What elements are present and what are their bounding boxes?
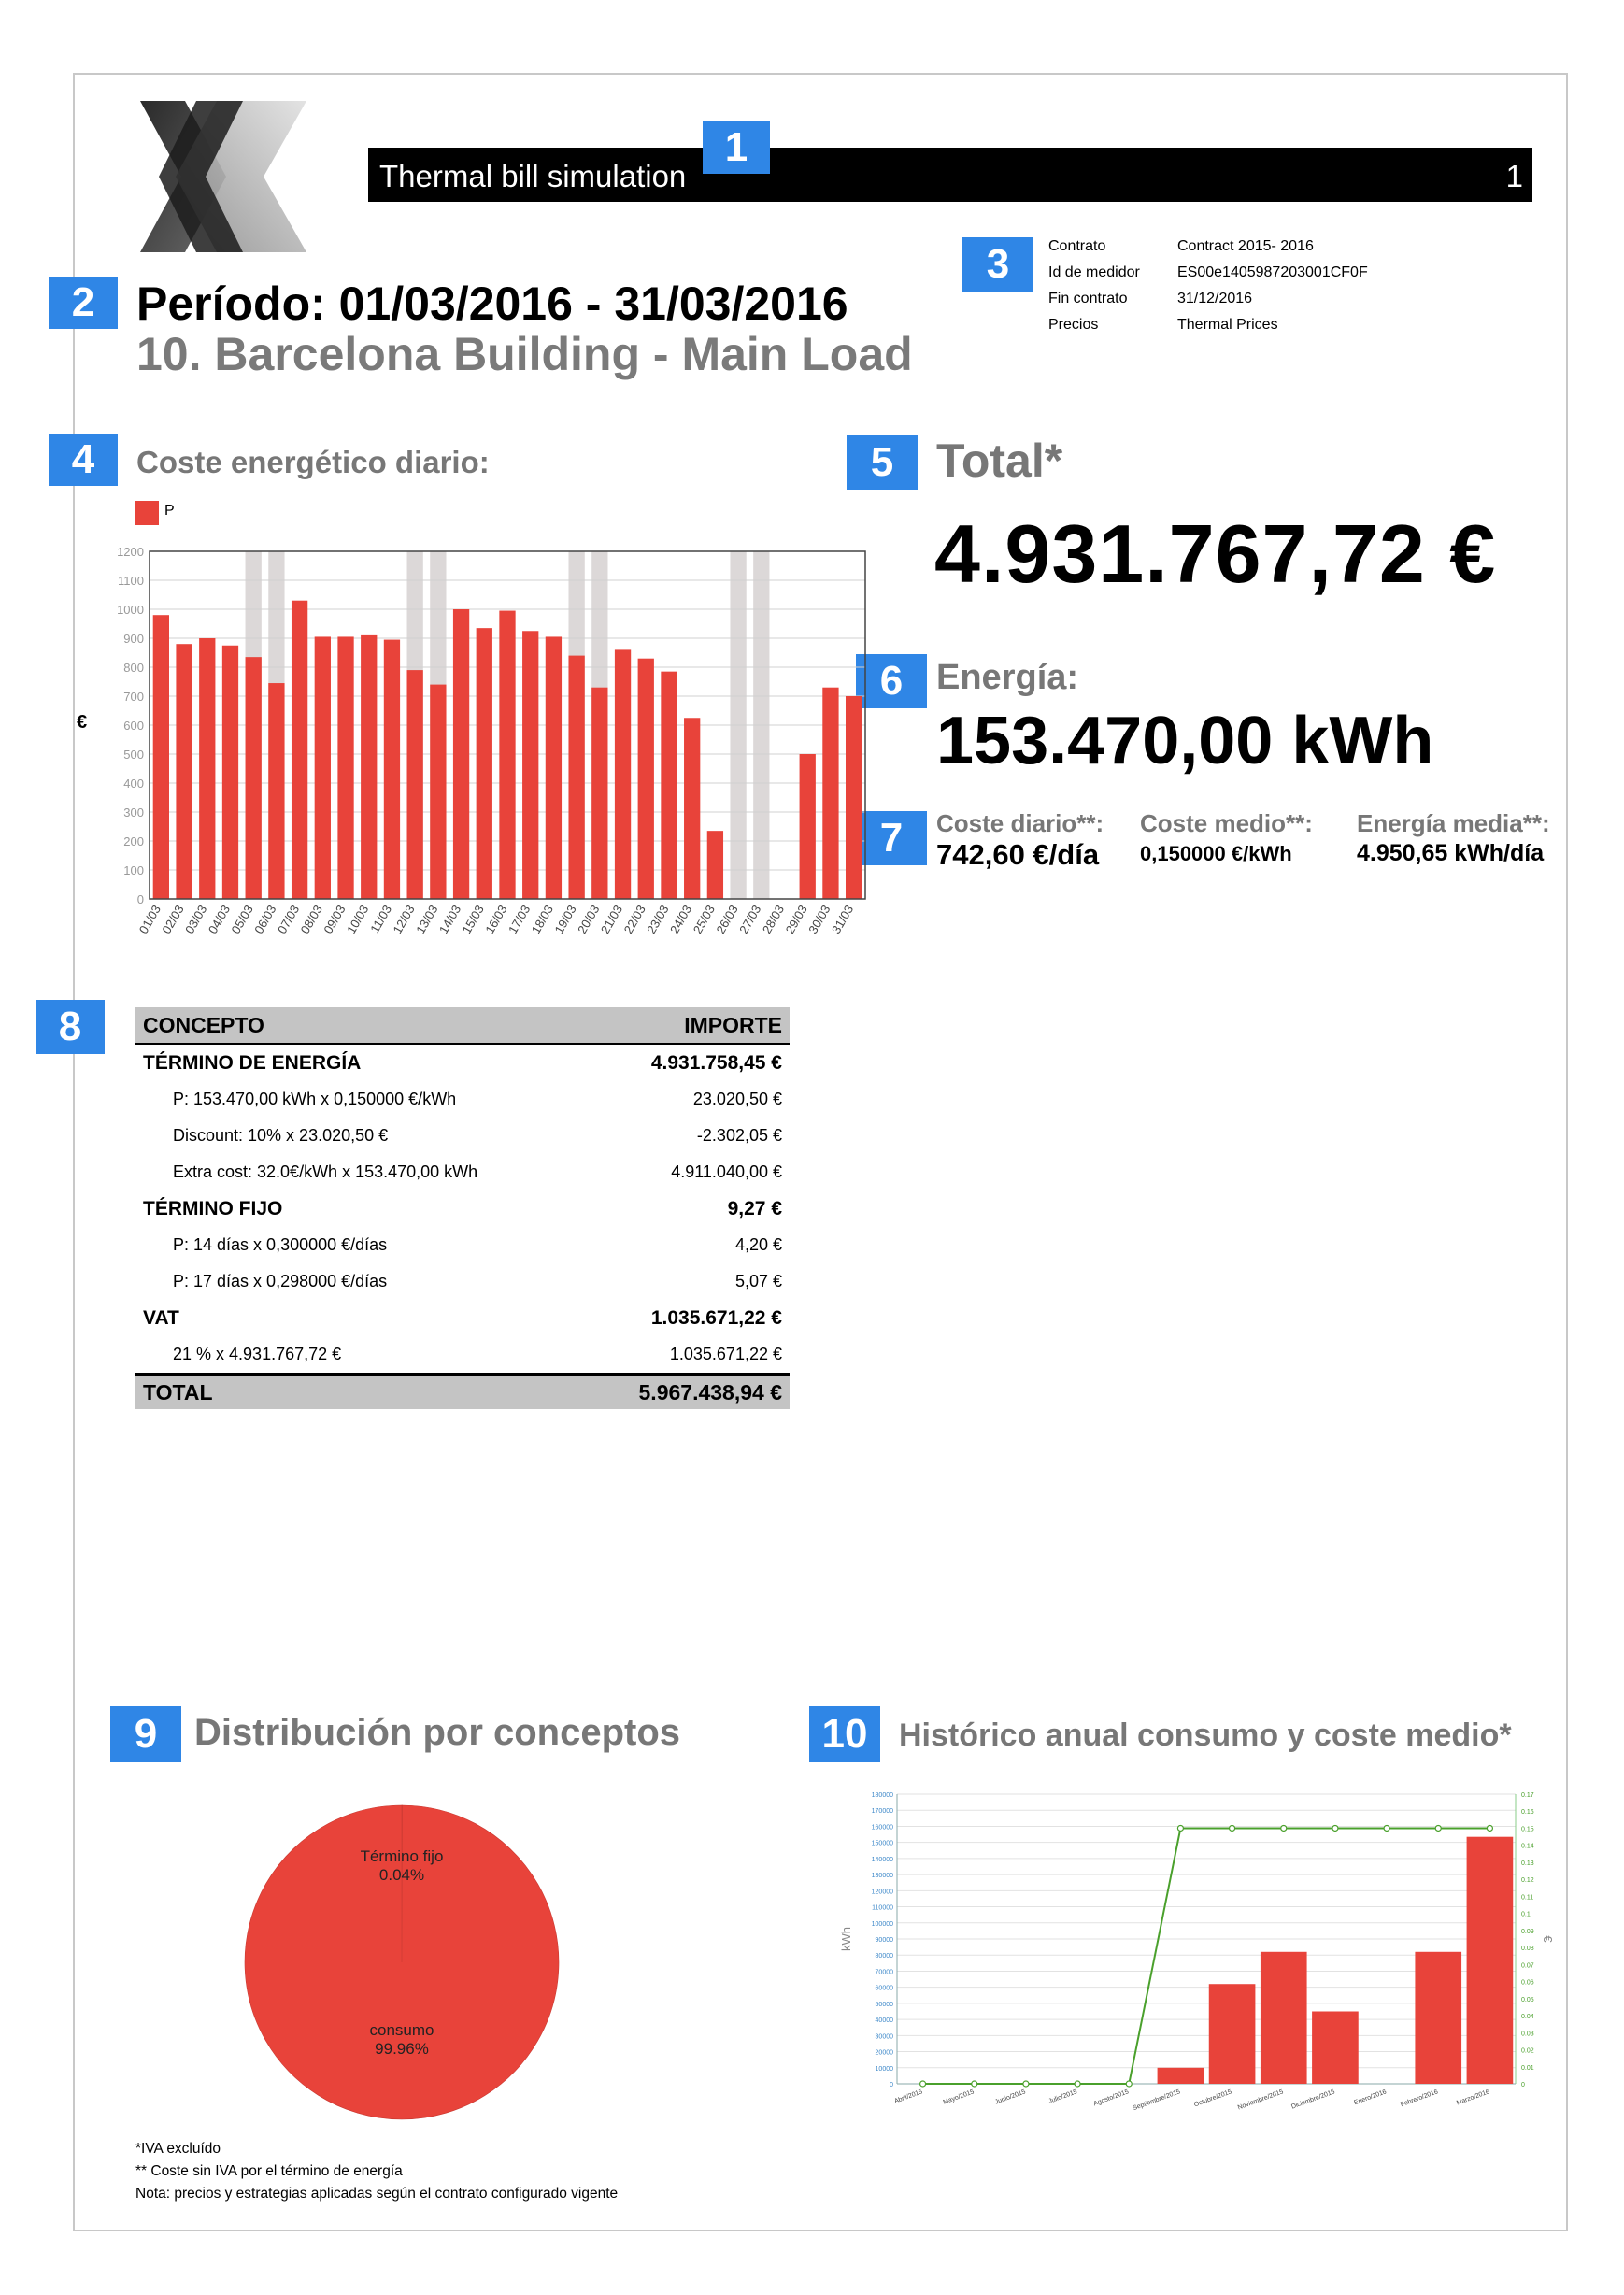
x-tick-label: Diciembre/2015 bbox=[1290, 2088, 1336, 2111]
x-tick-label: 21/03 bbox=[597, 903, 626, 936]
bar-09/03 bbox=[337, 636, 353, 899]
x-tick-label: 10/03 bbox=[344, 903, 372, 936]
x-tick-label: 13/03 bbox=[413, 903, 441, 936]
avg-cost-point-7 bbox=[1281, 1825, 1287, 1831]
bill-row bbox=[135, 1263, 790, 1300]
bar-04/03 bbox=[222, 646, 238, 899]
y-tick-label: 180000 bbox=[871, 1792, 893, 1799]
bill-amount: 23.020,50 € bbox=[692, 1090, 782, 1108]
history-bar-7 bbox=[1261, 1952, 1307, 2084]
bar-17/03 bbox=[522, 631, 538, 899]
bar-16/03 bbox=[499, 611, 515, 899]
distribution-title: Distribución por conceptos bbox=[194, 1712, 681, 1753]
y-tick-label: 140000 bbox=[871, 1856, 893, 1863]
y-tick-label: 80000 bbox=[875, 1953, 893, 1960]
kpi-daily-cost bbox=[936, 809, 1104, 872]
y-tick-label: 500 bbox=[123, 748, 144, 762]
bill-row bbox=[135, 1044, 790, 1081]
y-tick-label: 160000 bbox=[871, 1824, 893, 1832]
badge-6: 6 bbox=[856, 654, 927, 708]
bill-amount: 1.035.671,22 € bbox=[650, 1306, 782, 1329]
avg-cost-line bbox=[923, 1828, 1490, 2084]
distribution-pie-chart bbox=[234, 1794, 570, 2131]
y2-tick-label: 0.16 bbox=[1521, 1809, 1534, 1817]
footnote: *IVA excluído bbox=[135, 2141, 221, 2157]
bill-concept: P: 17 días x 0,298000 €/días bbox=[173, 1272, 388, 1290]
y-tick-label: 50000 bbox=[875, 2001, 893, 2008]
y-tick-label: 70000 bbox=[875, 1969, 893, 1976]
y2-tick-label: 0 bbox=[1521, 2082, 1525, 2088]
avg-cost-point-4 bbox=[1126, 2081, 1132, 2087]
y2-tick-label: 0.12 bbox=[1521, 1877, 1534, 1885]
x-tick-label: Noviembre/2015 bbox=[1236, 2088, 1285, 2112]
y2-tick-label: 0.11 bbox=[1521, 1894, 1534, 1902]
x-tick-label: Julio/2015 bbox=[1047, 2088, 1078, 2105]
y-tick-label: 0 bbox=[136, 892, 144, 906]
y2-tick-label: 0.1 bbox=[1521, 1911, 1531, 1918]
y-tick-label: 10000 bbox=[875, 2065, 893, 2073]
kpi-avg-cost bbox=[1140, 809, 1313, 866]
x-tick-label: Mayo/2015 bbox=[942, 2088, 976, 2106]
x-tick-label: Abril/2015 bbox=[893, 2088, 924, 2105]
x-tick-label: 31/03 bbox=[828, 903, 857, 936]
legend-label: P bbox=[164, 503, 175, 519]
x-tick-label: 07/03 bbox=[274, 903, 303, 936]
badge-1: 1 bbox=[703, 121, 770, 174]
x-tick-label: 06/03 bbox=[251, 903, 279, 936]
x-tick-label: 09/03 bbox=[321, 903, 349, 936]
bar-15/03 bbox=[477, 628, 492, 899]
y-tick-label: 90000 bbox=[875, 1937, 893, 1944]
bill-amount: 5,07 € bbox=[734, 1272, 782, 1290]
y2-tick-label: 0.14 bbox=[1521, 1843, 1534, 1850]
y2-tick-label: 0.17 bbox=[1521, 1792, 1534, 1799]
bill-amount: 9,27 € bbox=[727, 1197, 782, 1219]
x-tick-label: 28/03 bbox=[759, 903, 788, 936]
x-tick-label: 01/03 bbox=[135, 903, 164, 936]
y-axis-label: kWh bbox=[839, 1927, 853, 1951]
y-tick-label: 20000 bbox=[875, 2049, 893, 2057]
y-tick-label: 300 bbox=[123, 805, 144, 820]
history-title: Histórico anual consumo y coste medio* bbox=[899, 1718, 1512, 1753]
period-heading: Período: 01/03/2016 - 31/03/2016 bbox=[136, 278, 848, 330]
y-tick-label: 600 bbox=[123, 719, 144, 733]
bill-row bbox=[135, 1081, 790, 1118]
y-tick-label: 30000 bbox=[875, 2033, 893, 2041]
y-tick-label: 170000 bbox=[871, 1808, 893, 1816]
y2-tick-label: 0.03 bbox=[1521, 2031, 1534, 2038]
bar-08/03 bbox=[315, 636, 331, 899]
bill-row bbox=[135, 1300, 790, 1336]
meta-row-contrato bbox=[1048, 234, 1368, 260]
x-tick-label: 25/03 bbox=[690, 903, 718, 936]
bill-amount: 1.035.671,22 € bbox=[669, 1345, 782, 1363]
bar-22/03 bbox=[638, 659, 654, 899]
badge-10: 10 bbox=[809, 1706, 880, 1762]
bar-06/03 bbox=[268, 683, 284, 899]
x-tick-label: Junio/2015 bbox=[994, 2088, 1027, 2106]
bar-25/03 bbox=[707, 831, 723, 899]
y2-tick-label: 0.02 bbox=[1521, 2047, 1534, 2055]
x-tick-label: 17/03 bbox=[506, 903, 534, 936]
report-title: Thermal bill simulation bbox=[379, 159, 687, 193]
bar-13/03 bbox=[430, 685, 446, 899]
bar-21/03 bbox=[615, 649, 631, 899]
y2-axis-label: € bbox=[1541, 1935, 1555, 1943]
x-tick-label: Enero/2016 bbox=[1353, 2088, 1388, 2107]
kpi-value: 742,60 €/día bbox=[936, 838, 1100, 871]
bar-01/03 bbox=[153, 615, 169, 899]
meta-label: Contrato bbox=[1048, 238, 1106, 254]
bar-11/03 bbox=[384, 640, 400, 899]
pie-percent: 99.96% bbox=[375, 2040, 429, 2058]
col-header-concepto: CONCEPTO bbox=[135, 1007, 586, 1044]
y-tick-label: 0 bbox=[890, 2082, 893, 2088]
x-tick-label: 15/03 bbox=[459, 903, 487, 936]
bill-concept: TÉRMINO FIJO bbox=[143, 1197, 283, 1219]
col-header-importe: IMPORTE bbox=[586, 1007, 790, 1044]
bar-20/03 bbox=[591, 688, 607, 899]
y2-tick-label: 0.13 bbox=[1521, 1860, 1534, 1867]
x-tick-label: 14/03 bbox=[435, 903, 464, 936]
bar-24/03 bbox=[684, 718, 700, 899]
x-tick-label: 30/03 bbox=[805, 903, 833, 936]
bar-07/03 bbox=[292, 601, 307, 899]
x-tick-label: Marzo/2016 bbox=[1455, 2088, 1491, 2107]
bill-total-value: 5.967.438,94 € bbox=[586, 1375, 790, 1410]
x-tick-label: Septiembre/2015 bbox=[1132, 2088, 1182, 2113]
daily-cost-title: Coste energético diario: bbox=[136, 445, 490, 479]
y-tick-label: 200 bbox=[123, 834, 144, 848]
y2-tick-label: 0.04 bbox=[1521, 2014, 1534, 2021]
meta-value: 31/12/2016 bbox=[1177, 291, 1253, 306]
energy-value: 153.470,00 kWh bbox=[936, 704, 1434, 778]
meta-label: Fin contrato bbox=[1048, 291, 1128, 306]
y-tick-label: 900 bbox=[123, 632, 144, 646]
bill-row bbox=[135, 1118, 790, 1154]
bill-concept: Extra cost: 32.0€/kWh x 153.470,00 kWh bbox=[173, 1162, 478, 1181]
x-tick-label: 04/03 bbox=[205, 903, 234, 936]
meta-value: ES00e1405987203001CF0F bbox=[1177, 264, 1368, 280]
y2-tick-label: 0.15 bbox=[1521, 1826, 1534, 1833]
bill-amount: 4,20 € bbox=[734, 1235, 782, 1254]
x-tick-label: 03/03 bbox=[182, 903, 210, 936]
energy-label: Energía: bbox=[936, 658, 1079, 697]
y-tick-label: 1200 bbox=[117, 545, 144, 559]
bar-02/03 bbox=[176, 644, 192, 899]
meta-label: Id de medidor bbox=[1048, 264, 1140, 280]
legend-swatch bbox=[135, 501, 159, 525]
avg-cost-point-2 bbox=[1023, 2081, 1029, 2087]
avg-cost-point-11 bbox=[1487, 1825, 1492, 1831]
x-tick-label: 19/03 bbox=[551, 903, 579, 936]
x-tick-label: 02/03 bbox=[159, 903, 187, 936]
y2-tick-label: 0.06 bbox=[1521, 1979, 1534, 1987]
bar-30/03 bbox=[822, 688, 838, 899]
x-tick-label: 08/03 bbox=[297, 903, 325, 936]
contract-info bbox=[1048, 234, 1368, 338]
bill-total-row bbox=[135, 1375, 790, 1410]
bar-10/03 bbox=[361, 635, 377, 899]
kpi-label: Coste medio**: bbox=[1140, 809, 1313, 837]
history-bar-10 bbox=[1415, 1952, 1461, 2084]
y2-tick-label: 0.09 bbox=[1521, 1928, 1534, 1935]
y-tick-label: 1000 bbox=[117, 603, 144, 617]
bar-03/03 bbox=[199, 638, 215, 899]
kpi-label: Coste diario**: bbox=[936, 809, 1104, 837]
avg-cost-point-1 bbox=[972, 2081, 977, 2087]
meta-value: Thermal Prices bbox=[1177, 317, 1278, 333]
x-tick-label: 23/03 bbox=[644, 903, 672, 936]
badge-7: 7 bbox=[856, 811, 927, 865]
y-tick-label: 60000 bbox=[875, 1985, 893, 1992]
x-tick-label: 12/03 bbox=[390, 903, 418, 936]
history-bar-8 bbox=[1312, 2012, 1359, 2085]
x-tick-label: 29/03 bbox=[782, 903, 810, 936]
y-tick-label: 1100 bbox=[118, 574, 144, 588]
footnotes bbox=[135, 2138, 618, 2205]
x-tick-label: Agosto/2015 bbox=[1092, 2088, 1130, 2108]
x-tick-label: Febrero/2016 bbox=[1400, 2088, 1439, 2109]
avg-cost-point-6 bbox=[1230, 1825, 1235, 1831]
footnote: ** Coste sin IVA por el término de energía bbox=[135, 2163, 403, 2179]
x-tick-label: 20/03 bbox=[575, 903, 603, 936]
x-tick-label: 24/03 bbox=[667, 903, 695, 936]
avg-cost-point-10 bbox=[1435, 1825, 1441, 1831]
total-value: 4.931.767,72 € bbox=[934, 507, 1497, 600]
meta-row-precios bbox=[1048, 312, 1368, 338]
bar-19/03 bbox=[568, 656, 584, 899]
y-tick-label: 120000 bbox=[871, 1889, 893, 1896]
x-tick-label: Octubre/2015 bbox=[1193, 2088, 1233, 2109]
bill-row bbox=[135, 1154, 790, 1190]
kpi-avg-energy bbox=[1357, 809, 1550, 867]
bill-concept: 21 % x 4.931.767,72 € bbox=[173, 1345, 342, 1363]
bar-23/03 bbox=[661, 672, 677, 899]
meta-row-fin-contrato bbox=[1048, 286, 1368, 312]
x-tick-label: 22/03 bbox=[620, 903, 648, 936]
daily-y-unit: € bbox=[77, 712, 88, 733]
y2-tick-label: 0.01 bbox=[1521, 2064, 1534, 2072]
bill-row bbox=[135, 1190, 790, 1227]
badge-4: 4 bbox=[49, 434, 118, 486]
y2-tick-label: 0.08 bbox=[1521, 1946, 1534, 1953]
total-label: Total* bbox=[936, 435, 1063, 487]
kpi-label: Energía media**: bbox=[1357, 809, 1550, 837]
bar-31/03 bbox=[846, 696, 862, 899]
bar-18/03 bbox=[546, 636, 562, 899]
title-bar bbox=[368, 148, 1532, 202]
bill-amount: 4.931.758,45 € bbox=[650, 1051, 782, 1074]
bill-row bbox=[135, 1336, 790, 1375]
badge-3: 3 bbox=[962, 237, 1033, 292]
daily-cost-chart bbox=[93, 542, 875, 962]
bill-amount: -2.302,05 € bbox=[696, 1126, 782, 1145]
pie-label: Término fijo bbox=[360, 1847, 444, 1865]
meta-row-medidor bbox=[1048, 260, 1368, 286]
badge-2: 2 bbox=[49, 277, 118, 329]
avg-cost-point-8 bbox=[1332, 1825, 1338, 1831]
meta-value: Contract 2015- 2016 bbox=[1177, 238, 1314, 254]
x-tick-label: 11/03 bbox=[367, 903, 395, 935]
bill-header-row bbox=[135, 1007, 790, 1044]
y-tick-label: 130000 bbox=[871, 1873, 893, 1880]
x-tick-label: 05/03 bbox=[228, 903, 256, 936]
bill-concept: VAT bbox=[143, 1306, 179, 1329]
x-tick-label: 27/03 bbox=[736, 903, 764, 936]
bill-table bbox=[135, 1007, 790, 1409]
badge-5: 5 bbox=[847, 435, 918, 490]
history-chart bbox=[822, 1775, 1560, 2145]
x-tick-label: 26/03 bbox=[713, 903, 741, 936]
x-tick-label: 16/03 bbox=[482, 903, 510, 936]
avg-cost-point-3 bbox=[1075, 2081, 1080, 2087]
y-tick-label: 40000 bbox=[875, 2017, 893, 2025]
pie-label: consumo bbox=[369, 2021, 434, 2039]
y2-tick-label: 0.07 bbox=[1521, 1962, 1534, 1970]
page-number: 1 bbox=[1505, 159, 1523, 193]
bill-total-label: TOTAL bbox=[135, 1375, 586, 1410]
bar-29/03 bbox=[800, 754, 816, 899]
avg-cost-point-0 bbox=[920, 2081, 926, 2087]
badge-9: 9 bbox=[110, 1706, 181, 1762]
kpi-value: 0,150000 €/kWh bbox=[1140, 842, 1292, 865]
kpi-value: 4.950,65 kWh/día bbox=[1357, 840, 1545, 866]
footnote: Nota: precios y estrategias aplicadas según el contrato configurado vigente bbox=[135, 2186, 619, 2202]
bill-concept: TÉRMINO DE ENERGÍA bbox=[143, 1051, 362, 1074]
history-bar-5 bbox=[1158, 2068, 1204, 2084]
bill-concept: P: 153.470,00 kWh x 0,150000 €/kWh bbox=[173, 1090, 457, 1108]
y-tick-label: 100 bbox=[123, 863, 144, 877]
meta-label: Precios bbox=[1048, 317, 1099, 333]
avg-cost-point-5 bbox=[1177, 1825, 1183, 1831]
bar-14/03 bbox=[453, 609, 469, 899]
bill-concept: P: 14 días x 0,300000 €/días bbox=[173, 1235, 388, 1254]
building-name: 10. Barcelona Building - Main Load bbox=[136, 328, 913, 380]
bill-concept: Discount: 10% x 23.020,50 € bbox=[173, 1126, 389, 1145]
pie-percent: 0.04% bbox=[378, 1866, 425, 1884]
history-bar-11 bbox=[1467, 1837, 1514, 2084]
y-tick-label: 800 bbox=[123, 661, 144, 675]
x-tick-label: 18/03 bbox=[528, 903, 557, 936]
history-bar-6 bbox=[1209, 1984, 1256, 2084]
avg-cost-point-9 bbox=[1384, 1825, 1389, 1831]
company-logo bbox=[140, 101, 306, 252]
badge-8: 8 bbox=[36, 1000, 105, 1054]
y-tick-label: 150000 bbox=[871, 1840, 893, 1847]
y-tick-label: 700 bbox=[123, 690, 144, 704]
y-tick-label: 100000 bbox=[871, 1920, 893, 1928]
y2-tick-label: 0.05 bbox=[1521, 1996, 1534, 2003]
y-tick-label: 400 bbox=[123, 777, 144, 791]
y-tick-label: 110000 bbox=[872, 1904, 893, 1912]
bill-amount: 4.911.040,00 € bbox=[671, 1162, 782, 1181]
bar-05/03 bbox=[246, 657, 262, 899]
bill-row bbox=[135, 1227, 790, 1263]
bar-12/03 bbox=[407, 670, 423, 899]
